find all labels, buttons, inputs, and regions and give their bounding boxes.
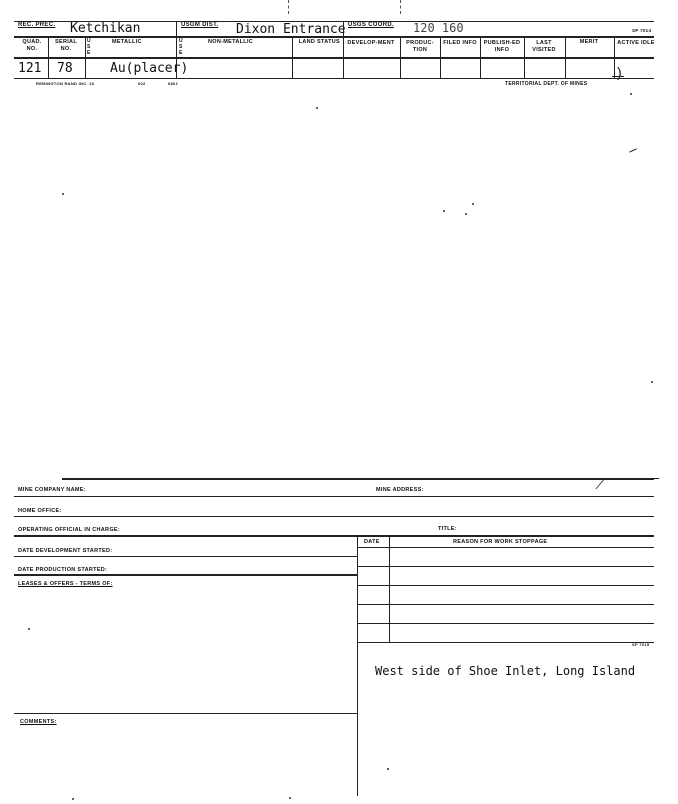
rec-prec-value: Ketchikan [70,21,141,36]
date-development-label: DATE DEVELOPMENT STARTED: [18,548,113,554]
active-check-mark: ) [617,64,622,80]
col-last-visited: LAST VISITED [532,40,556,53]
col-serial-no: SERIAL NO. [55,39,77,52]
usgs-coord-label: USGS COORD. [348,22,394,28]
mine-company-name-label: MINE COMPANY NAME: [18,487,86,493]
rec-prec-label: REC. PREC. [18,22,56,28]
row-serial-no: 78 [57,61,73,76]
row-metallic: Au(placer) [110,61,189,76]
usgs-coord-value: 120 160 [413,21,464,35]
leases-label: LEASES & OFFERS - TERMS OF: [18,581,113,587]
col-use-1: USE [87,38,91,56]
scan-speck [289,797,291,799]
printer-code-1: 002 [138,81,146,86]
comments-label: COMMENTS: [20,719,57,725]
printer-code-2: 0801 [168,81,179,86]
col-production: PRODUC-TION [406,40,434,53]
col-development: DEVELOP-MENT [347,40,395,46]
scan-speck [316,107,318,109]
department-label: TERRITORIAL DEPT. OF MINES [505,81,588,87]
scan-speck [651,381,653,383]
scan-speck [387,768,389,770]
scan-speck [72,798,74,800]
col-filed-info: FILED INFO [443,40,477,46]
reason-col-label: REASON FOR WORK STOPPAGE [453,539,548,545]
operating-official-label: OPERATING OFFICIAL IN CHARGE: [18,527,120,533]
form-number-top: SP 7014 [632,28,652,33]
col-metallic: METALLIC [112,39,142,45]
usgm-dist-value: Dixon Entrance [236,22,346,37]
row-quad-no: 121 [18,61,42,76]
guide-mark [288,0,289,14]
scan-speck [28,628,30,630]
printer-imprint: REMINGTON RAND INC. 20 [36,81,95,86]
torn-edge [595,478,659,489]
col-merit: MERIT [579,39,599,45]
usgm-dist-label: USGM DIST. [181,22,219,28]
col-use-2: USE [179,38,183,56]
scan-speck [472,203,474,205]
col-non-metallic: NON-METALLIC [208,39,254,45]
scan-mark [629,148,637,152]
col-active-idle: ACTIVE IDLE [617,40,655,46]
location-note: West side of Shoe Inlet, Long Island [375,664,636,678]
scan-speck [62,193,64,195]
date-production-label: DATE PRODUCTION STARTED: [18,567,108,573]
title-label: TITLE: [438,526,457,532]
col-land-status: LAND STATUS [298,39,340,45]
scan-speck [630,93,632,95]
date-col-label: DATE [364,539,380,545]
col-published-info: PUBLISH-ED INFO [483,40,521,53]
guide-mark [400,0,401,14]
col-quad-no: QUAD. NO. [22,39,42,52]
home-office-label: HOME OFFICE: [18,508,62,514]
scan-speck [465,213,467,215]
scan-speck [443,210,445,212]
form-number-bottom: SP 7015 [632,642,650,647]
mine-address-label: MINE ADDRESS: [376,487,424,493]
